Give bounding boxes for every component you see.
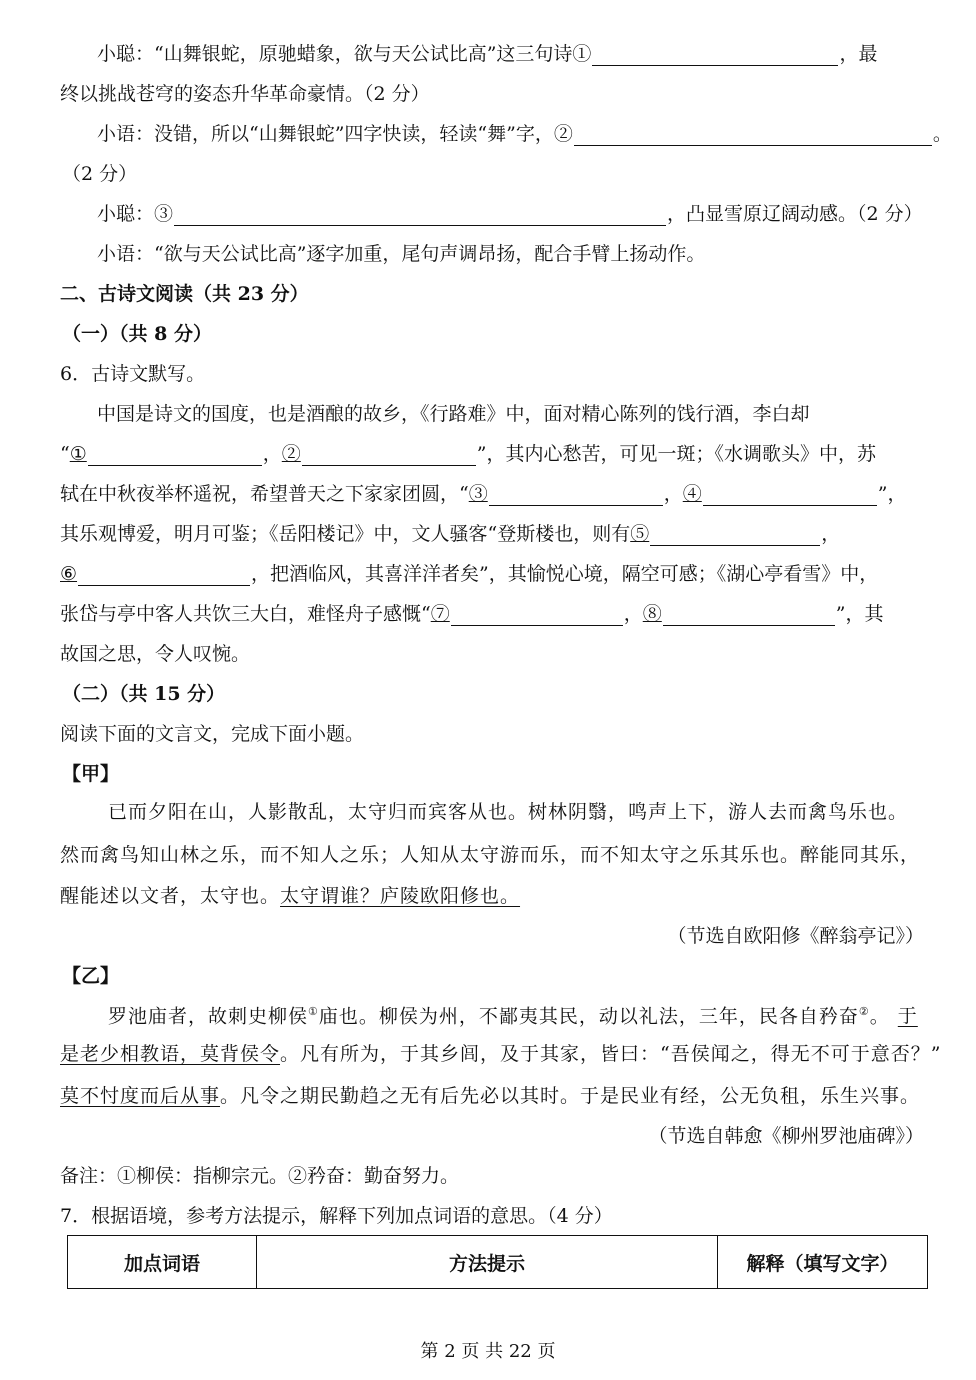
text: ，凸显雪原辽阔动感。（2 分） [667, 203, 923, 225]
page-footer: 第 2 页 共 22 页 [420, 1341, 556, 1362]
passage-jia-line-2: 然而禽鸟知山林之乐，而不知人之乐；人知从太守游而乐，而不知太守之乐其乐也。醉能同其乐， [60, 844, 921, 866]
para-line-7: 故国之思，令人叹惋。 [60, 643, 251, 665]
underlined-sentence: 莫不忖度而后从事 [60, 1085, 221, 1107]
dialogue-line-5 [97, 202, 923, 226]
footnote-marker: ② [858, 1005, 870, 1018]
text: ， [821, 523, 841, 545]
underlined-sentence: 于 [897, 1005, 918, 1028]
passage-jia-line-1: 已而夕阳在山，人影散乱，太守归而宾客从也。树林阴翳，鸣声上下，游人去而禽鸟乐也。 [108, 801, 909, 823]
text: 小聪：“山舞银蛇，原驰蜡象，欲与天公试比高”这三句诗① [97, 43, 592, 65]
text: 张岱与亭中客人共饮三大白，难怪舟子感慨“ [60, 603, 431, 625]
answer-blank-p3[interactable] [489, 485, 663, 506]
footnote-note: 备注：①柳侯：指柳宗元。②矜奋：勤奋努力。 [60, 1165, 460, 1187]
text: ， [262, 443, 282, 465]
passage-label-jia: 【甲】 [62, 763, 120, 785]
passage-yi-line-2 [60, 1042, 941, 1066]
answer-blank-p8[interactable] [663, 605, 835, 626]
answer-blank-p7[interactable] [451, 605, 623, 626]
answer-blank-p4[interactable] [703, 485, 877, 506]
text: 庙也。柳侯为州，不鄙夷其民，动以礼法，三年，民各自矜奋 [318, 1005, 859, 1028]
passage-yi-line-3 [60, 1084, 920, 1108]
text: 小聪：③ [97, 203, 174, 225]
para-line-6 [60, 602, 883, 626]
text: 小语：没错，所以“山舞银蛇”四字快读，轻读“舞”字，② [97, 123, 573, 145]
table-header-cell: 解释（填写文字） [718, 1236, 928, 1289]
blank-number: ⑤ [630, 523, 650, 545]
dialogue-line-1 [97, 42, 877, 66]
answer-blank-p6[interactable] [78, 565, 250, 586]
dialogue-line-6: 小语：“欲与天公试比高”逐字加重，尾句声调昂扬，配合手臂上扬动作。 [97, 243, 706, 265]
answer-table [67, 1235, 928, 1289]
table-header-cell: 方法提示 [257, 1236, 718, 1289]
source-yi: （节选自韩愈《柳州罗池庙碑》） [648, 1125, 924, 1147]
answer-blank-2[interactable] [574, 125, 932, 146]
text: ， [663, 483, 683, 505]
reading-instruction: 阅读下面的文言文，完成下面小题。 [60, 723, 365, 745]
answer-blank-1[interactable] [592, 45, 838, 66]
blank-number: ③ [468, 483, 488, 505]
text: 。 [932, 123, 952, 145]
blank-number: ⑧ [642, 603, 662, 625]
para-line-1: 中国是诗文的国度，也是酒酿的故乡，《行路难》中，面对精心陈列的饯行酒，李白却 [97, 403, 810, 425]
text: ，最 [839, 43, 878, 65]
blank-number: ⑦ [430, 603, 450, 625]
footnote-marker: ① [308, 1005, 319, 1018]
underlined-sentence: 是老少相教语，莫背侯令 [60, 1043, 281, 1065]
text: ”， [877, 483, 907, 505]
table-header-row [68, 1236, 928, 1289]
text: 。凡有所为，于其乡闾，及于其家，皆曰：“吾侯闻之，得无不可于意否？” [280, 1043, 942, 1065]
answer-blank-p2[interactable] [302, 445, 476, 466]
question-7: 7．根据语境，参考方法提示，解释下列加点词语的意思。（4 分） [60, 1205, 613, 1227]
passage-label-yi: 【乙】 [62, 965, 120, 987]
text: “ [60, 443, 70, 465]
text: 。凡令之期民勤趋之无有后先必以其时。于是民业有经，公无负租，乐生兴事。 [220, 1085, 921, 1107]
answer-blank-p1[interactable] [88, 445, 262, 466]
source-jia: （节选自欧阳修《醉翁亭记》） [667, 925, 924, 947]
text: 。 [869, 1005, 890, 1028]
text: ”，其内心愁苦，可见一斑；《水调歌头》中，苏 [476, 443, 877, 465]
para-line-5 [60, 562, 878, 586]
blank-number: ⑥ [60, 563, 78, 585]
underlined-sentence: 太守谓谁？庐陵欧阳修也。 [280, 885, 521, 907]
dialogue-line-2: 终以挑战苍穹的姿态升华革命豪情。（2 分） [60, 83, 430, 105]
para-line-3 [60, 482, 906, 506]
text: 罗池庙者，故刺史柳侯 [108, 1005, 309, 1028]
answer-blank-p5[interactable] [650, 525, 820, 546]
table-header-cell: 加点词语 [68, 1236, 257, 1289]
subsection-heading-2: （二）（共 15 分） [62, 683, 226, 705]
text: ，把酒临风，其喜洋洋者矣”，其愉悦心境，隔空可感；《湖心亭看雪》中， [251, 563, 879, 585]
dialogue-line-4: （2 分） [62, 163, 138, 185]
text: 醒能述以文者，太守也。 [60, 885, 281, 907]
question-6: 6．古诗文默写。 [60, 363, 206, 385]
text: ， [623, 603, 643, 625]
para-line-2 [60, 442, 876, 466]
passage-jia-line-3 [60, 884, 520, 908]
answer-blank-3[interactable] [174, 205, 666, 226]
subsection-heading-1: （一）（共 8 分） [62, 323, 212, 345]
text: 其乐观博爱，明月可鉴；《岳阳楼记》中，文人骚客“登斯楼也，则有 [60, 523, 631, 545]
passage-yi-line-1 [108, 1000, 918, 1028]
dialogue-line-3 [97, 122, 952, 146]
section-heading: 二、古诗文阅读（共 23 分） [60, 283, 309, 305]
text: 轼在中秋夜举杯遥祝，希望普天之下家家团圆，“ [60, 483, 469, 505]
para-line-4 [60, 522, 840, 546]
text: ”，其 [835, 603, 884, 625]
blank-number: ④ [682, 483, 702, 505]
blank-number: ② [281, 443, 301, 465]
blank-number: ① [69, 443, 87, 465]
